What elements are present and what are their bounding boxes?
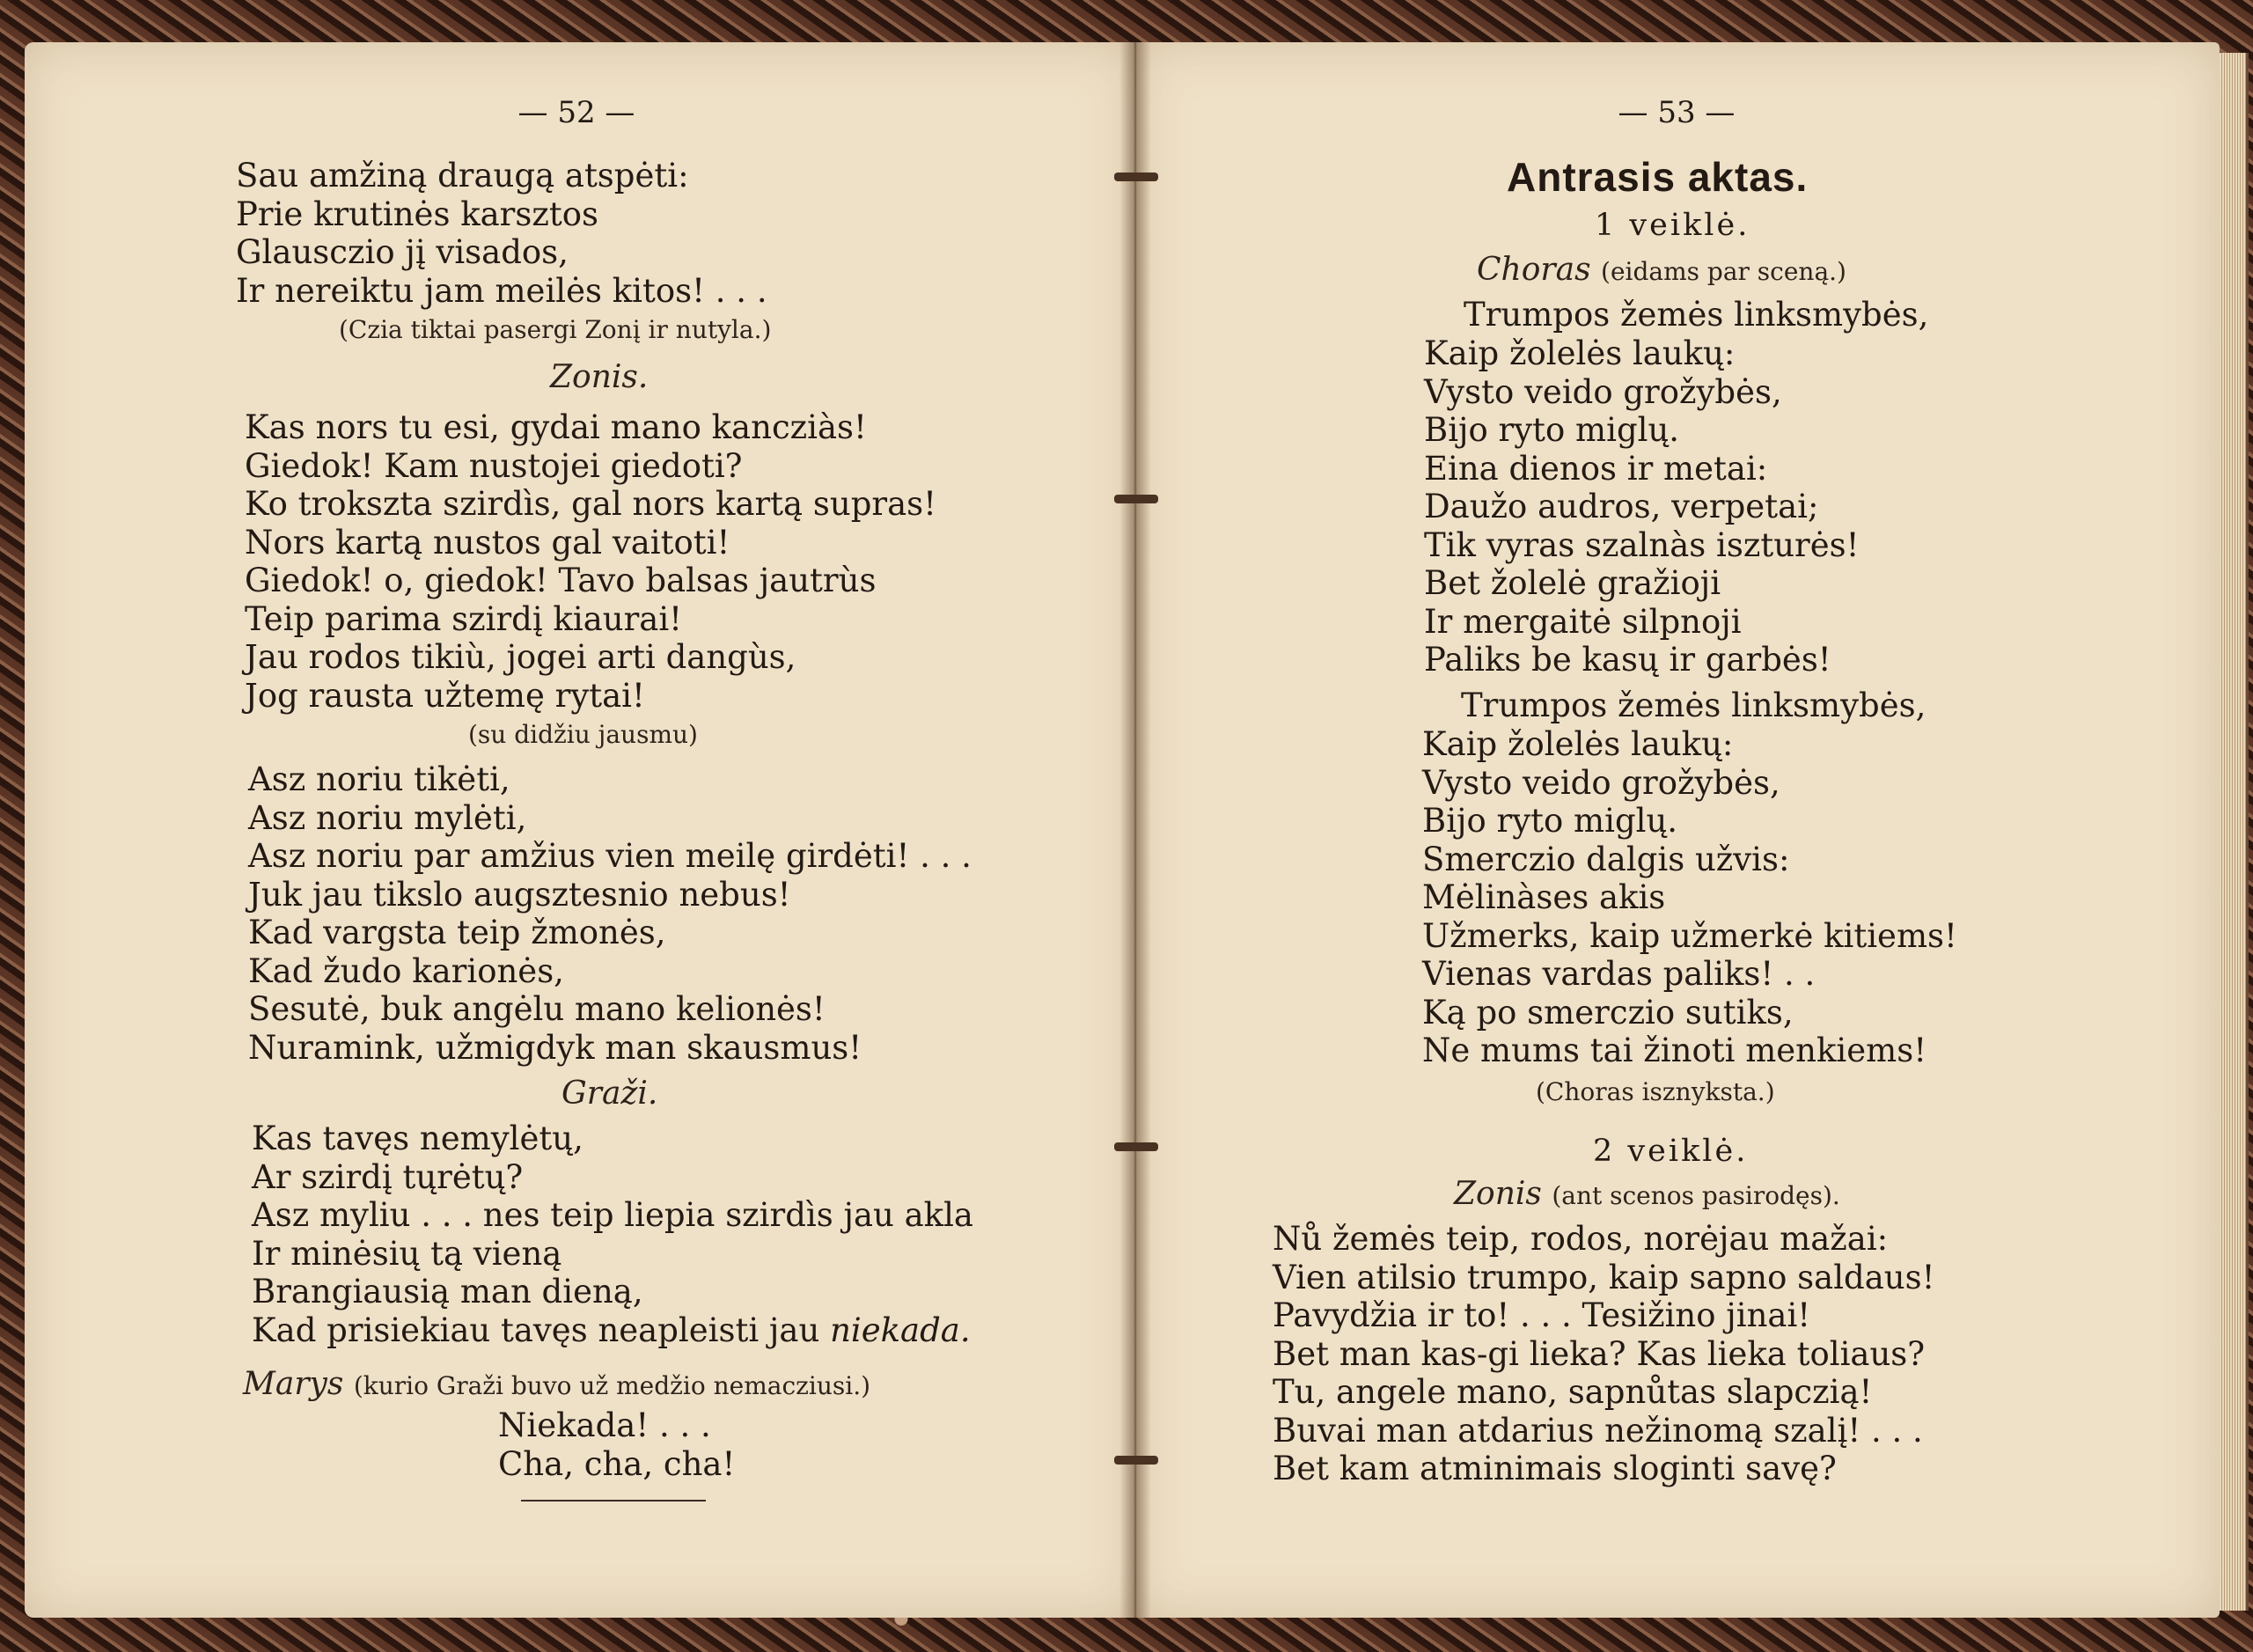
page-edges xyxy=(2220,53,2249,1611)
verse-line: Kad žudo karionės, xyxy=(248,951,564,990)
verse-line: Ko trokszta szirdìs, gal nors kartą supras! xyxy=(245,485,936,523)
verse-line: Glausczio jį visados, xyxy=(236,233,569,271)
binding-stitch xyxy=(1114,173,1158,181)
verse-line: Niekada! . . . xyxy=(498,1406,711,1444)
verse-line: Paliks be kasų ir garbės! xyxy=(1424,641,1831,679)
binding-stitch xyxy=(1114,1456,1158,1465)
binding-stitch xyxy=(1114,495,1158,503)
scene-heading: 1 veiklė. xyxy=(1595,208,1750,243)
verse-line: Nuramink, užmigdyk man skausmus! xyxy=(248,1028,862,1067)
verse-line: Užmerks, kaip užmerkė kitiems! xyxy=(1422,916,1957,955)
verse-line: Asz noriu mylėti, xyxy=(248,798,527,837)
verse-text: Kad prisiekiau tavęs neapleisti jau xyxy=(252,1311,831,1349)
stage-direction: (kurio Graži buvo už medžio nemacziusi.) xyxy=(353,1371,871,1400)
end-rule xyxy=(521,1500,706,1501)
verse-line: Vien atilsio trumpo, kaip sapno saldaus! xyxy=(1273,1258,1935,1296)
verse-line: Vysto veido grožybės, xyxy=(1422,763,1780,802)
verse-line: Vysto veido grožybės, xyxy=(1424,372,1782,411)
speaker-name: Zonis. xyxy=(550,359,649,395)
verse-line: Eina dienos ir metai: xyxy=(1424,449,1768,488)
emphasis-word: niekada. xyxy=(830,1311,971,1349)
stanza-first-line: Trumpos žemės linksmybės, xyxy=(1464,296,1929,334)
verse-line: Kaip žolelės laukų: xyxy=(1424,334,1736,372)
speaker-line xyxy=(1477,252,1846,288)
verse-line: Bet kam atminimais sloginti savę? xyxy=(1273,1450,1837,1487)
binding-stitch xyxy=(1114,1142,1158,1151)
verse-line: Jog rausta užtemę rytai! xyxy=(245,676,645,715)
verse-line: Brangiausią man dieną, xyxy=(252,1273,643,1311)
verse-line: Kas tavęs nemylėtų, xyxy=(252,1120,583,1157)
verse-block xyxy=(1422,725,1957,1070)
verse-line: Cha, cha, cha! xyxy=(498,1444,736,1483)
verse-line: Ką po smerczio sutiks, xyxy=(1422,993,1794,1032)
verse-line: Nů žemės teip, rodos, norėjau mažai: xyxy=(1273,1220,1889,1258)
verse-line: Giedok! o, giedok! Tavo balsas jautrùs xyxy=(245,562,877,599)
speaker-name: Marys xyxy=(243,1366,344,1402)
verse-line: Kas nors tu esi, gydai mano kancziàs! xyxy=(245,408,867,446)
speaker-name: Graži. xyxy=(561,1076,658,1112)
stage-direction: (Choras isznyksta.) xyxy=(1536,1077,1775,1106)
verse-block xyxy=(248,760,972,1067)
book-gutter xyxy=(1119,42,1151,1618)
verse-line: Buvai man atdarius nežinomą szalį! . . . xyxy=(1273,1411,1923,1450)
verse-line xyxy=(252,1311,973,1350)
verse-line: Bijo ryto miglų. xyxy=(1424,411,1680,449)
speaker-name: Choras xyxy=(1477,252,1591,288)
verse-block xyxy=(1273,1220,1934,1488)
act-title: Antrasis aktas. xyxy=(1507,154,1809,200)
scene-heading: 2 veiklė. xyxy=(1593,1134,1749,1169)
verse-line: Ir mergaitė silpnoji xyxy=(1424,602,1742,641)
verse-line: Kad vargsta teip žmonės, xyxy=(248,914,666,951)
verse-line: Vienas vardas paliks! . . xyxy=(1422,955,1816,993)
verse-line: Bet žolelė gražioji xyxy=(1424,564,1721,602)
stage-direction: (eidams par sceną.) xyxy=(1601,257,1846,286)
verse-block xyxy=(236,157,767,310)
verse-line: Tu, angele mano, sapnůtas slapczią! xyxy=(1273,1373,1873,1411)
verse-line: Juk jau tikslo augsztesnio nebus! xyxy=(248,875,791,914)
verse-line: Nors kartą nustos gal vaitoti! xyxy=(245,523,730,562)
verse-line: Asz myliu . . . nes teip liepia szirdìs jau akla xyxy=(252,1196,973,1234)
verse-line: Ir nereiktu jam meilės kitos! . . . xyxy=(236,271,767,310)
verse-line: Bet man kas-gi lieka? Kas lieka toliaus? xyxy=(1273,1334,1926,1373)
verse-line: Sau amžiną draugą atspėti: xyxy=(236,157,689,195)
speaker-name: Zonis xyxy=(1454,1176,1542,1212)
stanza-first-line: Trumpos žemės linksmybės, xyxy=(1461,686,1926,724)
verse-line: Sesutė, buk angėlu mano kelionės! xyxy=(248,990,826,1028)
verse-line: Daužo audros, verpetai; xyxy=(1424,488,1819,525)
verse-line: Giedok! Kam nustojei giedoti? xyxy=(245,446,743,485)
verse-line: Ne mums tai žinoti menkiems! xyxy=(1422,1032,1927,1069)
verse-line: Asz noriu par amžius vien meilę girdėti! . . . xyxy=(248,837,972,875)
verse-line: Mėlinàses akis xyxy=(1422,878,1666,916)
verse-line: Prie krutinės karsztos xyxy=(236,195,598,233)
stage-direction: (su didžiu jausmu) xyxy=(468,720,698,749)
verse-block xyxy=(245,408,936,715)
verse-line: Smerczio dalgis užvis: xyxy=(1422,840,1790,878)
verse-line: Tik vyras szalnàs iszturės! xyxy=(1424,525,1860,564)
verse-block xyxy=(252,1120,973,1349)
verse-line: Pavydžia ir to! . . . Tesižino jinai! xyxy=(1273,1296,1811,1334)
verse-line: Ir minėsių tą vieną xyxy=(252,1234,562,1273)
speaker-line xyxy=(1454,1176,1840,1212)
stage-direction: (Czia tiktai pasergi Zonį ir nutyla.) xyxy=(339,315,772,344)
page-number-right: — 53 — xyxy=(1618,95,1736,130)
verse-line: Teip parima szirdį kiaurai! xyxy=(245,599,683,638)
verse-block xyxy=(1424,334,1859,679)
verse-line: Bijo ryto miglų. xyxy=(1422,802,1678,840)
stage-direction: (ant scenos pasirodęs). xyxy=(1552,1181,1840,1210)
verse-line: Ar szirdį tųrėtų? xyxy=(252,1157,524,1196)
verse-block xyxy=(498,1406,735,1483)
verse-line: Kaip žolelės laukų: xyxy=(1422,725,1734,763)
verse-line: Jau rodos tikiù, jogei arti dangùs, xyxy=(245,638,796,676)
speaker-line xyxy=(243,1366,870,1402)
verse-line: Asz noriu tikėti, xyxy=(248,760,510,798)
page-number-left: — 52 — xyxy=(517,95,635,130)
